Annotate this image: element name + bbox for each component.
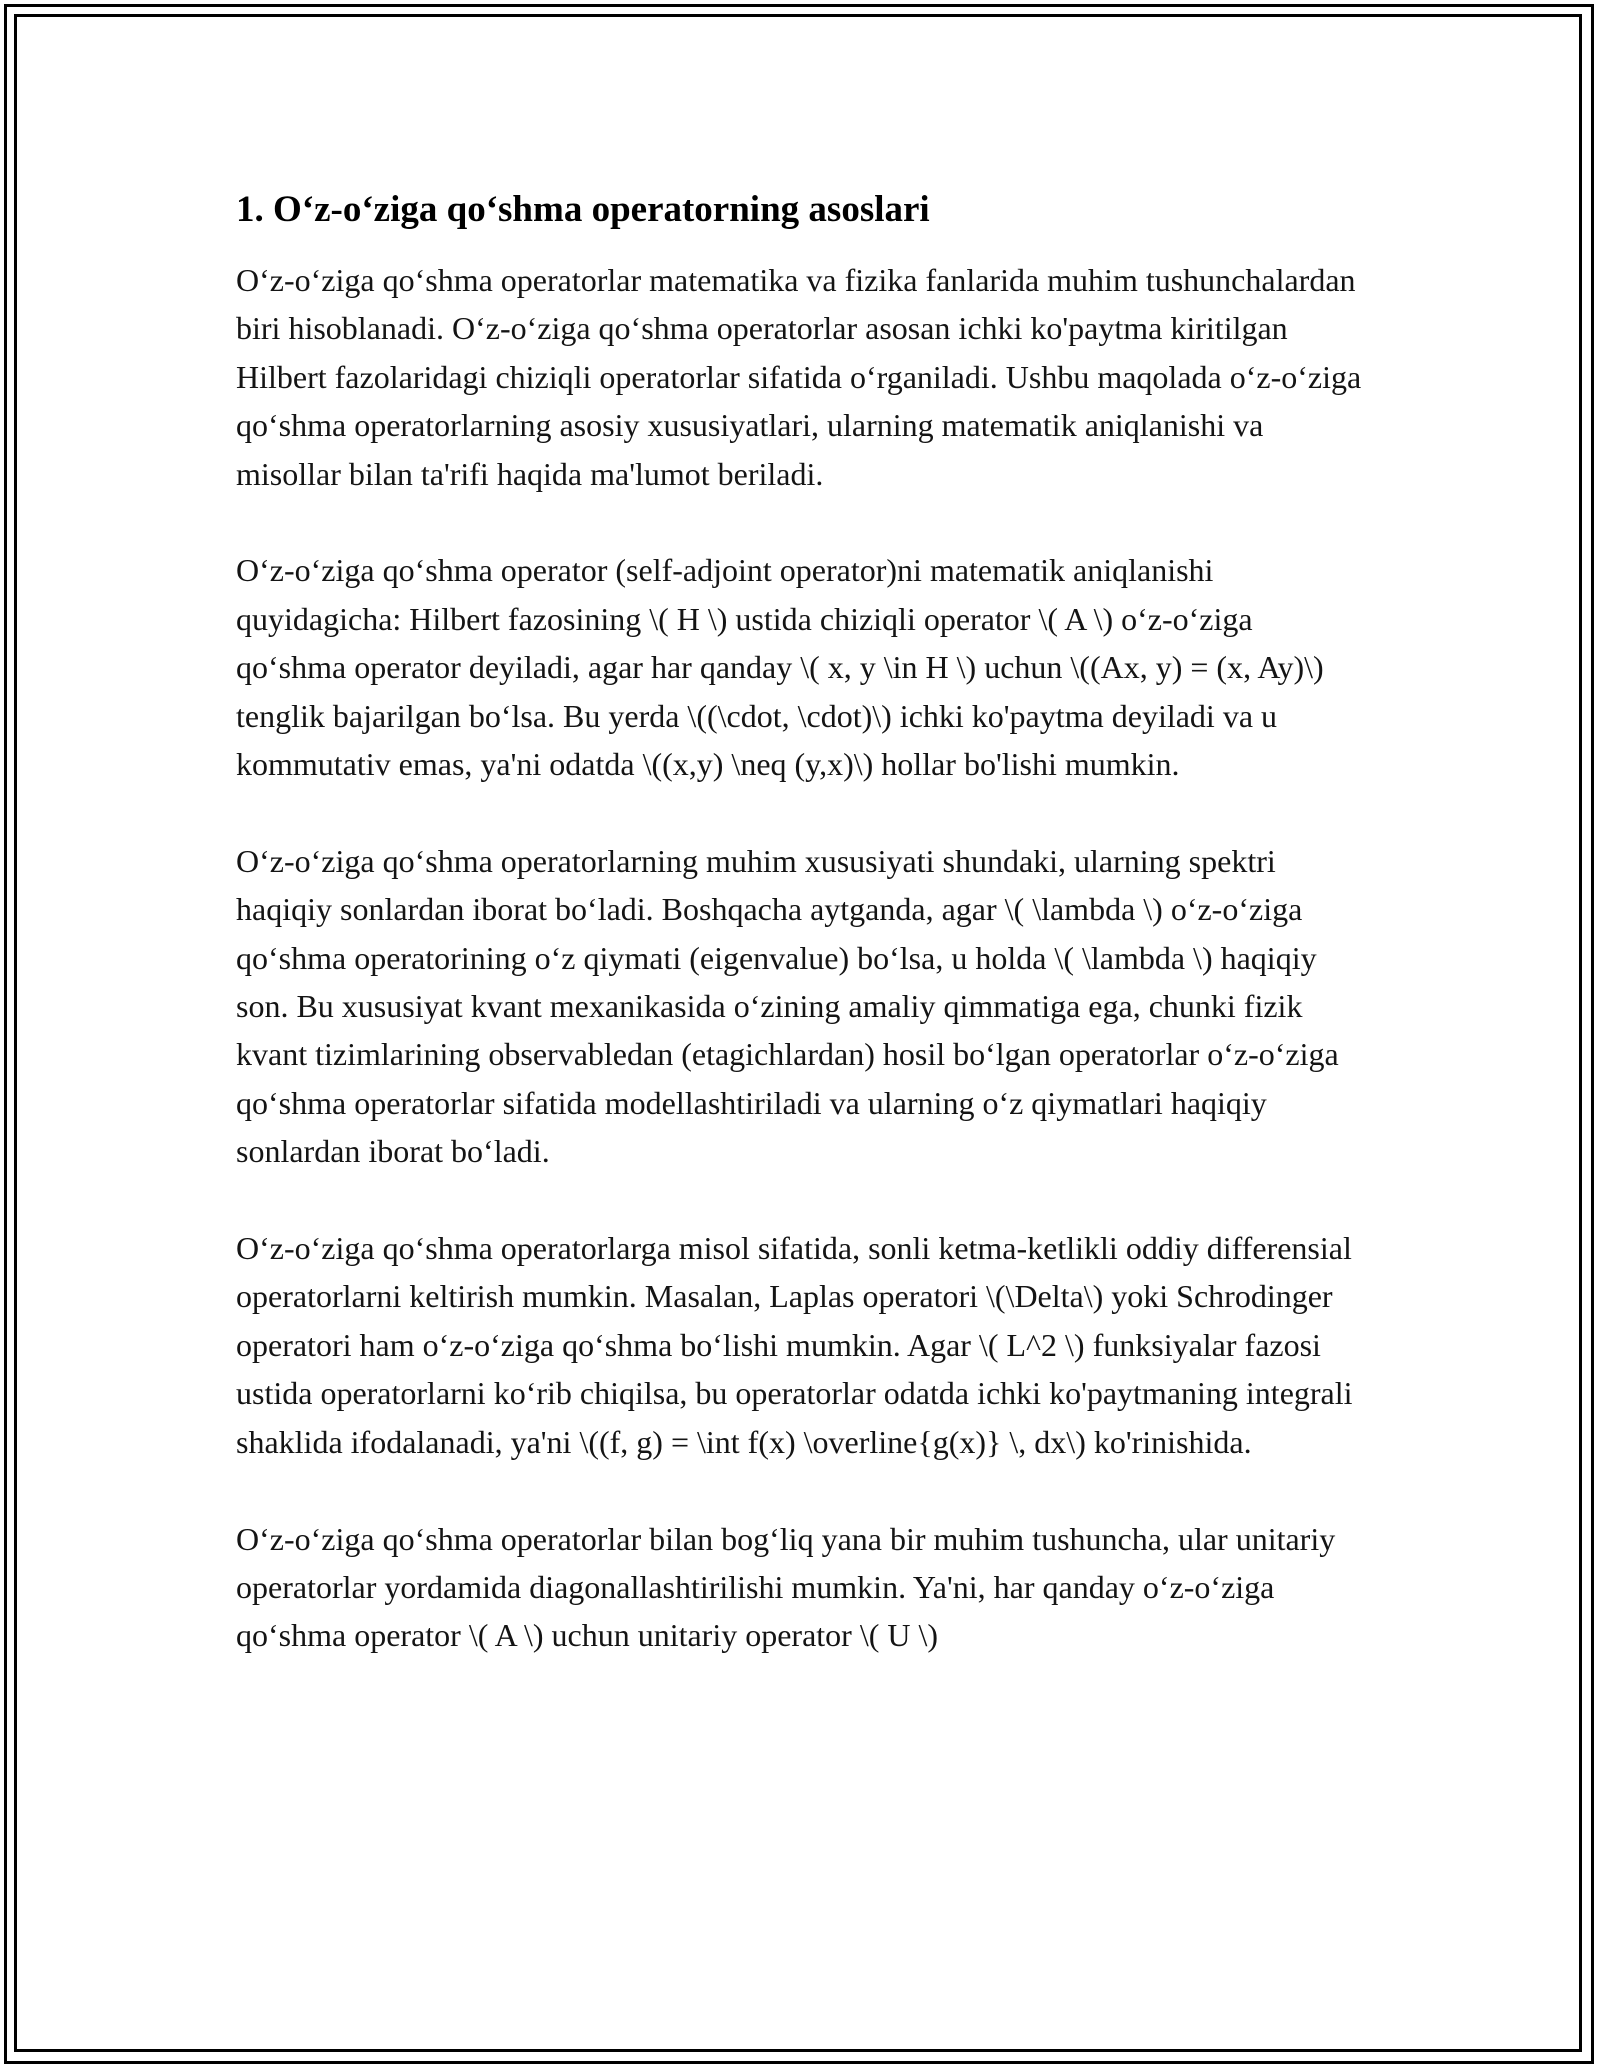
paragraph-introduction: O‘z-o‘ziga qo‘shma operatorlar matematika va fizika fanlarida muhim tushunchalardan biri hisoblanadi. O‘z-o‘ziga qo‘shma operatorlar asosan ichki ko'paytma kiritilgan Hilbert fazolaridagi chiziqli operatorlar sifatida o‘rganiladi. Ushbu maqolada o‘z-o‘ziga qo‘shma operatorlarning asosiy xususiyatlari, ularning matematik aniqlanishi va misollar bilan ta'rifi haqida ma'lumot beriladi. xyxy=(236,262,1362,492)
paragraph-definition: O‘z-o‘ziga qo‘shma operator (self-adjoint operator)ni matematik aniqlanishi quyidagicha: Hilbert fazosining \( H \) ustida chiziqli operator \( A \) o‘z-o‘ziga qo‘shma operator deyiladi, agar har qanday \( x, y \in H \) uchun \((Ax, y) = (x, Ay)\) tenglik bajarilgan bo‘lsa. Bu yerda \((\cdot, \cdot)\) ichki ko'paytma deyiladi va u kommutativ emas, ya'ni odatda \((x,y) \neq (y,x)\) hollar bo'lishi mumkin. xyxy=(236,552,1324,783)
paragraph-spectrum-property: O‘z-o‘ziga qo‘shma operatorlarning muhim xususiyati shundaki, ularning spektri haqiqiy sonlardan iborat bo‘ladi. Boshqacha aytganda, agar \( \lambda \) o‘z-o‘ziga qo‘shma operatorining o‘z qiymati (eigenvalue) bo‘lsa, u holda \( \lambda \) haqiqiy son. Bu xususiyat kvant mexanikasida o‘zining amaliy qimmatiga ega, chunki fizik kvant tizimlarining observabledan (etagichlardan) hosil bo‘lgan operatorlar o‘z-o‘ziga qo‘shma operatorlar sifatida modellashtiriladi va ularning o‘z qiymatlari haqiqiy sonlardan iborat bo‘ladi. xyxy=(236,842,1339,1170)
paragraph-diagonalization: O‘z-o‘ziga qo‘shma operatorlar bilan bog‘liq yana bir muhim tushuncha, ular unitariy operatorlar yordamida diagonallashtirilishi mumkin. Ya'ni, har qanday o‘z-o‘ziga qo‘shma operator \( A \) uchun unitariy operator \( U \) xyxy=(236,1520,1336,1654)
section-heading: 1. O‘z-o‘ziga qo‘shma operatorning asoslari xyxy=(236,189,930,230)
document-body xyxy=(236,186,1366,1660)
paragraph-examples: O‘z-o‘ziga qo‘shma operatorlarga misol sifatida, sonli ketma-ketlikli oddiy differensial operatorlarni keltirish mumkin. Masalan, Laplas operatori \(\Delta\) yoki Schrodinger operatori ham o‘z-o‘ziga qo‘shma bo‘lishi mumkin. Agar \( L^2 \) funksiyalar fazosi ustida operatorlarni ko‘rib chiqilsa, bu operatorlar odatda ichki ko'paytmaning integrali shaklida ifodalanadi, ya'ni \((f, g) = \int f(x) \overline{g(x)} \, dx\) ko'rinishida. xyxy=(236,1230,1353,1460)
